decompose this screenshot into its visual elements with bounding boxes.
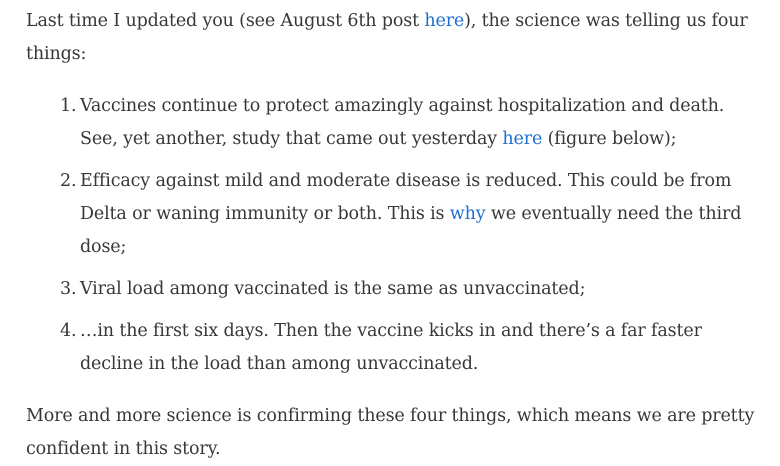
- findings-list: [26, 90, 766, 381]
- list-number: 1.: [60, 96, 77, 116]
- intro-paragraph: [26, 5, 766, 71]
- why-link[interactable]: why: [449, 204, 486, 224]
- list-item: [60, 165, 766, 264]
- list-item: [60, 273, 766, 306]
- list-text-after: (figure below);: [542, 129, 677, 149]
- list-text-before: Efficacy against mild and moderate disease is reduced. This could be from Delta or waning immunity or both. This is: [80, 171, 732, 224]
- closing-paragraph: More and more science is confirming these four things, which means we are pretty confident in this story.: [26, 406, 755, 459]
- list-text: …in the first six days. Then the vaccine kicks in and there’s a far faster decline in the load than among unvaccinated.: [80, 321, 702, 374]
- list-item: [60, 315, 766, 381]
- study-link[interactable]: here: [502, 129, 543, 149]
- list-item: [60, 90, 766, 156]
- list-text-before: Vaccines continue to protect amazingly against hospitalization and death. See, yet another, study that came out yesterday: [80, 96, 725, 149]
- august-post-link[interactable]: here: [424, 11, 465, 31]
- list-number: 3.: [60, 279, 77, 299]
- intro-text-before: Last time I updated you (see August 6th post: [26, 11, 425, 31]
- list-number: 2.: [60, 171, 77, 191]
- list-text-after: we eventually need the third dose;: [80, 204, 742, 257]
- list-text: Viral load among vaccinated is the same as unvaccinated;: [80, 279, 586, 299]
- intro-text-after: ), the science was telling us four things:: [26, 11, 748, 64]
- list-number: 4.: [60, 321, 77, 341]
